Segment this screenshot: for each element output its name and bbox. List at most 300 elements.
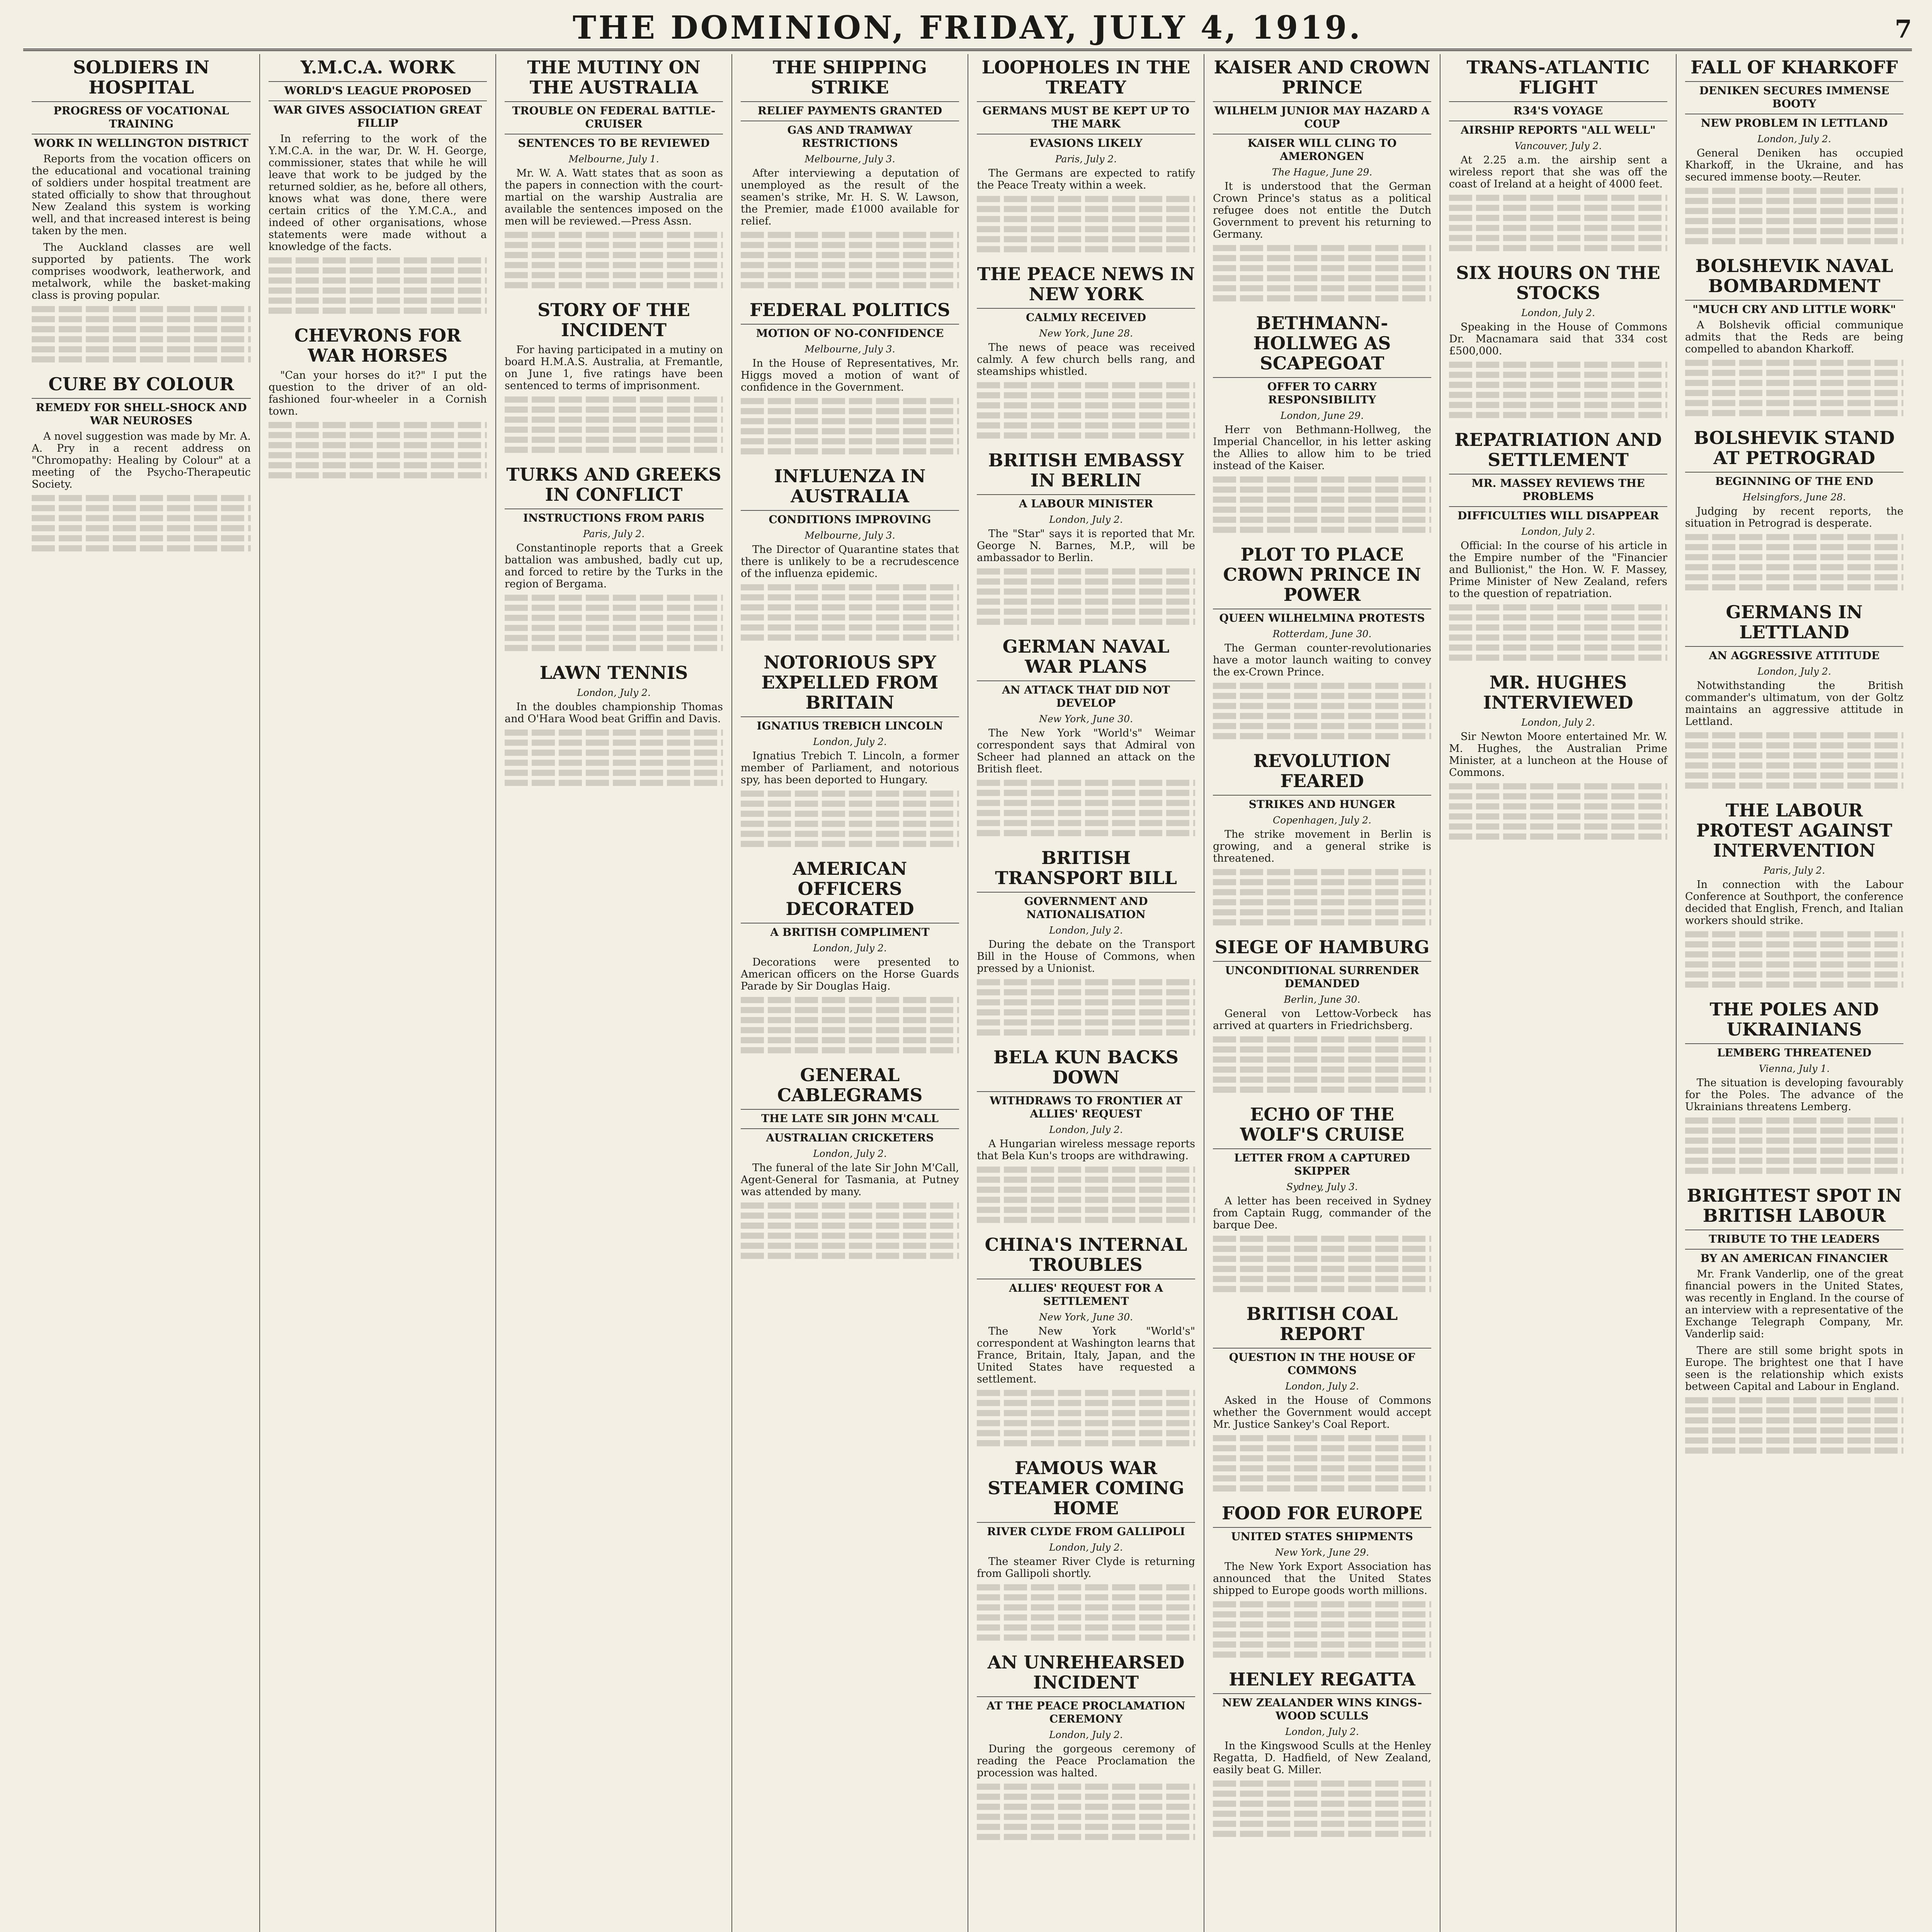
article-body: [1213, 424, 1431, 472]
article-body: [1213, 1740, 1431, 1776]
text-texture: [977, 609, 1195, 615]
text-texture: [977, 810, 1195, 816]
text-texture: [977, 1430, 1195, 1436]
text-texture: [977, 196, 1195, 202]
article-dateline: London, July 2.: [1049, 1542, 1123, 1553]
text-texture: [1213, 1631, 1431, 1638]
article-body: [505, 701, 723, 725]
text-texture: [977, 820, 1195, 826]
article-headline: TRANS-ATLANTIC FLIGHT: [1466, 57, 1650, 98]
article-body: [741, 750, 959, 786]
text-texture: [1213, 1611, 1431, 1617]
article-headline: BRITISH COAL REPORT: [1246, 1303, 1398, 1344]
article-dateline: Melbourne, July 3.: [804, 530, 895, 541]
text-texture: [32, 316, 251, 322]
article-headline: GERMANS IN LETTLAND: [1726, 602, 1863, 643]
article-body: [1449, 540, 1667, 600]
article-body: [505, 542, 723, 590]
article-dateline: Paris, July 2.: [1055, 153, 1117, 165]
text-texture: [1213, 497, 1431, 503]
article-body: [1213, 1395, 1431, 1430]
text-texture: [741, 1007, 959, 1013]
text-texture: [977, 1594, 1195, 1600]
text-texture: [1213, 733, 1431, 739]
text-texture: [741, 1223, 959, 1229]
article-dateline: New York, June 30.: [1039, 1311, 1133, 1323]
article-headline: TURKS AND GREEKS IN CONFLICT: [506, 464, 721, 505]
article: [1685, 999, 1903, 1174]
article-headline: BRITISH EMBASSY IN BERLIN: [988, 450, 1184, 491]
article-body: [1213, 1561, 1431, 1597]
article-paragraph: Reports from the vocation officers on the educational and vocational training of soldiers under hospital treatment are stated officially to show that throughout New Zealand this system is working well, and that increased interest is being taken by the men.: [32, 153, 251, 237]
text-texture: [1213, 919, 1431, 925]
text-texture: [269, 452, 487, 458]
article-body: [505, 167, 723, 227]
article-body: [977, 528, 1195, 564]
column-8: [1676, 54, 1912, 1932]
article: [741, 57, 959, 288]
article-subheading: UNITED STATES SHIPMENTS: [1213, 1527, 1431, 1543]
text-texture: [741, 262, 959, 268]
article-dateline: London, July 2.: [1049, 1124, 1123, 1135]
article: [977, 1458, 1195, 1641]
text-texture: [977, 588, 1195, 595]
text-texture: [505, 635, 723, 641]
text-texture: [977, 578, 1195, 585]
text-texture: [1449, 833, 1667, 840]
text-texture: [1685, 782, 1903, 789]
text-texture: [269, 432, 487, 438]
text-texture: [741, 1253, 959, 1259]
text-texture: [977, 206, 1195, 212]
text-texture: [32, 336, 251, 342]
text-texture: [1685, 941, 1903, 947]
article-headline: SIX HOURS ON THE STOCKS: [1456, 262, 1660, 303]
text-texture: [1685, 742, 1903, 748]
text-texture: [1685, 554, 1903, 560]
text-texture: [505, 615, 723, 621]
article: [1449, 57, 1667, 251]
article-body: [741, 167, 959, 227]
text-texture: [741, 1037, 959, 1043]
article-paragraph: After interviewing a deputation of unemployed as the result of the seamen's strike, Mr. H. S. W. Lawson, the Premier, made £1000 available for relief.: [741, 167, 959, 227]
article-subheading: "MUCH CRY AND LITTLE WORK": [1685, 300, 1903, 316]
article-dateline: London, July 2.: [1521, 307, 1595, 318]
text-texture: [977, 599, 1195, 605]
text-texture: [1213, 1455, 1431, 1461]
article-paragraph: The Germans are expected to ratify the Peace Treaty within a week.: [977, 167, 1195, 191]
text-texture: [741, 624, 959, 631]
text-texture: [1449, 645, 1667, 651]
text-texture: [741, 1233, 959, 1239]
article-paragraph: A novel suggestion was made by Mr. A. A. Pry in a recent address on "Chromopathy: Healing by Colour" at a meeting of the Psycho-Therapeutic Society.: [32, 430, 251, 490]
text-texture: [505, 760, 723, 766]
text-texture: [505, 282, 723, 288]
text-texture: [1213, 899, 1431, 905]
text-texture: [741, 1202, 959, 1209]
text-texture: [1213, 265, 1431, 271]
article-body: [1213, 1195, 1431, 1231]
text-texture: [1213, 1811, 1431, 1817]
article: [1213, 1104, 1431, 1292]
article-subheading: ALLIES' REQUEST FOR A SETTLEMENT: [977, 1279, 1195, 1308]
article-subheading: A BRITISH COMPLIMENT: [741, 923, 959, 939]
text-texture: [977, 1217, 1195, 1223]
text-texture: [741, 821, 959, 827]
article-dateline: Melbourne, July 1.: [568, 153, 659, 165]
text-texture: [269, 308, 487, 314]
masthead: [23, 7, 1912, 51]
text-texture: [32, 535, 251, 541]
text-texture: [1685, 208, 1903, 214]
text-texture: [977, 1009, 1195, 1015]
text-texture: [505, 272, 723, 278]
article-paragraph: During the debate on the Transport Bill in the House of Commons, when pressed by a Unionist.: [977, 939, 1195, 975]
article-dateline: New York, June 29.: [1275, 1547, 1369, 1558]
article-headline: REPATRIATION AND SETTLEMENT: [1454, 429, 1662, 470]
article-paragraph: The New York "World's" Weimar correspondent says that Admiral von Scheer had planned an attack on the British fleet.: [977, 727, 1195, 775]
text-texture: [741, 791, 959, 797]
article: [1213, 57, 1431, 301]
text-texture: [505, 770, 723, 776]
text-texture: [32, 356, 251, 362]
text-texture: [977, 226, 1195, 232]
text-texture: [505, 740, 723, 746]
article-subheading: R34'S VOYAGE: [1449, 101, 1667, 117]
article-paragraph: General Deniken has occupied Kharkoff, in the Ukraine, and has secured immense booty.—Reuter.: [1685, 147, 1903, 183]
text-texture: [977, 1019, 1195, 1026]
article-headline: STORY OF THE INCIDENT: [537, 299, 690, 340]
text-texture: [1213, 517, 1431, 523]
article-body: [1213, 828, 1431, 864]
text-texture: [1685, 1407, 1903, 1413]
text-texture: [1685, 1148, 1903, 1154]
text-texture: [1685, 981, 1903, 988]
article-dateline: London, July 2.: [813, 1148, 887, 1159]
text-texture: [505, 262, 723, 268]
article-headline: KAISER AND CROWN PRINCE: [1214, 57, 1430, 98]
column-5: [968, 54, 1204, 1932]
text-texture: [505, 396, 723, 403]
article-subheading: PROGRESS OF VOCATIONAL TRAINING: [32, 101, 251, 131]
article-subheading: WORLD'S LEAGUE PROPOSED: [269, 81, 487, 97]
article-paragraph: For having participated in a mutiny on board H.M.A.S. Australia, at Fremantle, on June 1, five ratings have been sentenced to terms of imprisonment.: [505, 344, 723, 392]
article-subheading: WAR GIVES ASSOCIATION GREAT FILLIP: [269, 100, 487, 130]
article: [741, 652, 959, 847]
newspaper-columns: [23, 54, 1912, 1932]
article-paragraph: In the doubles championship Thomas and O'Hara Wood beat Griffin and Davis.: [505, 701, 723, 725]
article-headline: BOLSHEVIK NAVAL BOMBARDMENT: [1695, 255, 1893, 296]
text-texture: [1449, 803, 1667, 810]
text-texture: [1685, 752, 1903, 759]
column-1: [23, 54, 259, 1932]
text-texture: [1685, 931, 1903, 937]
text-texture: [1685, 534, 1903, 540]
text-texture: [1449, 783, 1667, 789]
article: [1449, 672, 1667, 840]
text-texture: [1213, 1246, 1431, 1252]
text-texture: [1449, 634, 1667, 641]
article-headline: LAWN TENNIS: [539, 662, 688, 683]
text-texture: [1449, 195, 1667, 201]
text-texture: [977, 619, 1195, 625]
text-texture: [1213, 1791, 1431, 1797]
article-subheading: CALMLY RECEIVED: [977, 308, 1195, 324]
article: [269, 325, 487, 478]
text-texture: [977, 1784, 1195, 1790]
article-dateline: Sydney, July 3.: [1286, 1181, 1358, 1192]
text-texture: [977, 402, 1195, 408]
article: [741, 1065, 959, 1259]
text-texture: [977, 790, 1195, 796]
article-paragraph: Asked in the House of Commons whether the Government would accept Mr. Justice Sankey's Coal Report.: [1213, 1395, 1431, 1430]
text-texture: [741, 252, 959, 258]
article-dateline: Paris, July 2.: [583, 528, 645, 539]
text-texture: [1685, 360, 1903, 366]
text-texture: [741, 272, 959, 278]
article-dateline: Helsingfors, June 28.: [1742, 492, 1846, 503]
article-subheading: AIRSHIP REPORTS "ALL WELL": [1449, 121, 1667, 137]
article-body: [269, 133, 487, 253]
text-texture: [32, 495, 251, 501]
article: [1213, 751, 1431, 925]
article-subheading: RIVER CLYDE FROM GALLIPOLI: [977, 1522, 1195, 1538]
article-subheading: EVASIONS LIKELY: [977, 134, 1195, 150]
article-dateline: Paris, July 2.: [1763, 865, 1825, 876]
article-dateline: Melbourne, July 3.: [804, 153, 895, 165]
article-dateline: Rotterdam, June 30.: [1272, 628, 1372, 639]
text-texture: [1449, 235, 1667, 241]
text-texture: [1213, 1641, 1431, 1648]
text-texture: [1213, 1236, 1431, 1242]
text-texture: [1213, 527, 1431, 533]
article-subheading: AN AGGRESSIVE ATTITUDE: [1685, 646, 1903, 662]
text-texture: [269, 257, 487, 264]
text-texture: [1685, 198, 1903, 204]
text-texture: [977, 999, 1195, 1005]
text-texture: [1685, 762, 1903, 769]
text-texture: [977, 1440, 1195, 1446]
article-body: [741, 956, 959, 992]
text-texture: [977, 1824, 1195, 1830]
article: [505, 663, 723, 786]
article-subheading: AN ATTACK THAT DID NOT DEVELOP: [977, 680, 1195, 710]
text-texture: [269, 462, 487, 468]
text-texture: [1685, 574, 1903, 580]
article-body: [269, 369, 487, 417]
article-dateline: Vienna, July 1.: [1759, 1063, 1830, 1074]
article-headline: MR. HUGHES INTERVIEWED: [1483, 672, 1633, 713]
text-texture: [1685, 1417, 1903, 1423]
article: [1685, 602, 1903, 789]
text-texture: [1449, 793, 1667, 799]
text-texture: [1213, 476, 1431, 483]
text-texture: [741, 282, 959, 288]
article: [505, 464, 723, 651]
article-dateline: Berlin, June 30.: [1284, 994, 1361, 1005]
article-body: [1685, 505, 1903, 529]
article-body: [977, 1556, 1195, 1580]
text-texture: [1449, 245, 1667, 251]
article-body: [1213, 180, 1431, 240]
article-paragraph: Sir Newton Moore entertained Mr. W. M. Hughes, the Australian Prime Minister, at a luncheon at the House of Commons.: [1449, 731, 1667, 779]
article-subheading: BY AN AMERICAN FINANCIER: [1685, 1249, 1903, 1265]
article: [32, 57, 251, 362]
article-body: [1213, 1008, 1431, 1032]
article: [1213, 313, 1431, 533]
text-texture: [741, 1213, 959, 1219]
text-texture: [1213, 245, 1431, 251]
text-texture: [269, 422, 487, 428]
article: [1213, 1503, 1431, 1658]
text-texture: [1213, 1485, 1431, 1492]
article: [1685, 428, 1903, 590]
text-texture: [1213, 285, 1431, 291]
article: [269, 57, 487, 314]
text-texture: [977, 382, 1195, 388]
article: [505, 300, 723, 453]
article-dateline: London, July 2.: [1049, 925, 1123, 936]
article-headline: INFLUENZA IN AUSTRALIA: [774, 466, 926, 507]
text-texture: [1213, 1821, 1431, 1827]
text-texture: [741, 594, 959, 600]
article-body: [1685, 879, 1903, 927]
article-headline: AN UNREHEARSED INCIDENT: [987, 1652, 1185, 1693]
text-texture: [977, 1584, 1195, 1590]
text-texture: [1213, 1475, 1431, 1481]
article: [977, 450, 1195, 625]
article: [977, 848, 1195, 1036]
text-texture: [741, 841, 959, 847]
text-texture: [1685, 238, 1903, 244]
article-subheading: WILHELM JUNIOR MAY HAZARD A COUP: [1213, 101, 1431, 131]
text-texture: [1213, 703, 1431, 709]
text-texture: [1685, 380, 1903, 386]
article-paragraph: A Hungarian wireless message reports that Bela Kun's troops are withdrawing.: [977, 1138, 1195, 1162]
article-body: [741, 544, 959, 580]
article-subheading: A LABOUR MINISTER: [977, 494, 1195, 510]
article-body: [977, 167, 1195, 191]
article-headline: BOLSHEVIK STAND AT PETROGRAD: [1694, 427, 1895, 468]
article: [977, 1652, 1195, 1840]
text-texture: [1213, 1056, 1431, 1063]
article-subheading: STRIKES AND HUNGER: [1213, 795, 1431, 811]
article-paragraph: Mr. Frank Vanderlip, one of the great financial powers in the United States, was recently in England. In the course of an interview with a representative of the Exchange Telegraph Company, Mr. Vanderlip said:: [1685, 1268, 1903, 1340]
article-subheading: DIFFICULTIES WILL DISAPPEAR: [1449, 506, 1667, 522]
text-texture: [1685, 188, 1903, 194]
text-texture: [977, 1390, 1195, 1396]
article-body: [1685, 680, 1903, 728]
article-paragraph: In referring to the work of the Y.M.C.A. in the war, Dr. W. H. George, commissioner, states that while he will leave that work to be judged by the returned soldier, as he, before all others, knows what was done, there were certain critics of the Y.M.C.A., and indeed of other organisations, whose statements were made without a knowledge of the facts.: [269, 133, 487, 253]
text-texture: [977, 989, 1195, 995]
article-headline: PLOT TO PLACE CROWN PRINCE IN POWER: [1223, 544, 1421, 605]
text-texture: [977, 1624, 1195, 1631]
text-texture: [977, 216, 1195, 222]
article-paragraph: Constantinople reports that a Greek battalion was ambushed, badly cut up, and forced to retire by the Turks in the region of Bergama.: [505, 542, 723, 590]
text-texture: [32, 306, 251, 312]
article-body: [1685, 147, 1903, 183]
text-texture: [741, 232, 959, 238]
text-texture: [269, 298, 487, 304]
text-texture: [269, 472, 487, 478]
article-paragraph: It is understood that the German Crown Prince's status as a political refugee does not entitle the Dutch Government to prevent his returning to Germany.: [1213, 180, 1431, 240]
text-texture: [977, 1187, 1195, 1193]
text-texture: [505, 437, 723, 443]
text-texture: [977, 246, 1195, 252]
text-texture: [977, 1420, 1195, 1426]
article-subheading: SENTENCES TO BE REVIEWED: [505, 134, 723, 150]
article-headline: REVOLUTION FEARED: [1253, 750, 1391, 791]
text-texture: [1449, 392, 1667, 398]
article-dateline: London, July 2.: [1521, 526, 1595, 537]
text-texture: [1213, 693, 1431, 699]
text-texture: [977, 1177, 1195, 1183]
text-texture: [32, 326, 251, 332]
text-texture: [1685, 584, 1903, 590]
text-texture: [741, 428, 959, 434]
article: [1213, 1304, 1431, 1492]
article-subheading: NEW PROBLEM IN LETTLAND: [1685, 114, 1903, 130]
text-texture: [741, 634, 959, 641]
article-subheading: THE LATE SIR JOHN M'CALL: [741, 1109, 959, 1125]
article-paragraph: In the House of Representatives, Mr. Higgs moved a motion of want of confidence in the Government.: [741, 357, 959, 393]
article-headline: FALL OF KHARKOFF: [1690, 57, 1898, 78]
article: [977, 1047, 1195, 1223]
article-dateline: London, July 2.: [577, 687, 651, 698]
text-texture: [1685, 1397, 1903, 1403]
article-dateline: Vancouver, July 2.: [1514, 140, 1602, 151]
article: [1213, 544, 1431, 739]
article-subheading: UNCONDITIONAL SURRENDER DEMANDED: [1213, 961, 1431, 990]
text-texture: [32, 525, 251, 531]
text-texture: [1213, 1266, 1431, 1272]
article-paragraph: The New York "World's" correspondent at Washington learns that France, Britain, Italy, Japan, and the United States have requested a settlement.: [977, 1325, 1195, 1385]
text-texture: [505, 780, 723, 786]
article-paragraph: The Auckland classes are well supported by patients. The work comprises woodwork, leatherwork, and metalwork, while the basket-making class is proving popular.: [32, 242, 251, 301]
article-headline: THE MUTINY ON THE AUSTRALIA: [527, 57, 701, 98]
text-texture: [1449, 402, 1667, 408]
text-texture: [977, 1207, 1195, 1213]
text-texture: [1213, 1276, 1431, 1282]
text-texture: [1213, 1087, 1431, 1093]
article-headline: Y.M.C.A. WORK: [300, 57, 455, 78]
article-body: [1685, 1077, 1903, 1113]
article-dateline: London, June 29.: [1280, 410, 1364, 421]
article-body: [977, 342, 1195, 378]
text-texture: [505, 232, 723, 238]
text-texture: [1213, 1621, 1431, 1628]
text-texture: [1449, 372, 1667, 378]
text-texture: [741, 1243, 959, 1249]
article-paragraph: A Bolshevik official communique admits that the Reds are being compelled to abandon Kharkoff.: [1685, 319, 1903, 355]
text-texture: [1685, 951, 1903, 957]
article-dateline: London, July 2.: [1521, 717, 1595, 728]
article: [741, 466, 959, 641]
text-texture: [977, 432, 1195, 439]
text-texture: [1685, 1437, 1903, 1444]
text-texture: [505, 417, 723, 423]
text-texture: [977, 1794, 1195, 1800]
text-texture: [1449, 225, 1667, 231]
article: [1685, 1185, 1903, 1454]
text-texture: [1685, 772, 1903, 779]
article-paragraph: Decorations were presented to American officers on the Horse Guards Parade by Sir Douglas Haig.: [741, 956, 959, 992]
article-subheading: REMEDY FOR SHELL-SHOCK AND WAR NEUROSES: [32, 398, 251, 427]
text-texture: [741, 1047, 959, 1053]
text-texture: [977, 979, 1195, 985]
article-subheading: GOVERNMENT AND NATIONALISATION: [977, 892, 1195, 921]
text-texture: [741, 1017, 959, 1023]
